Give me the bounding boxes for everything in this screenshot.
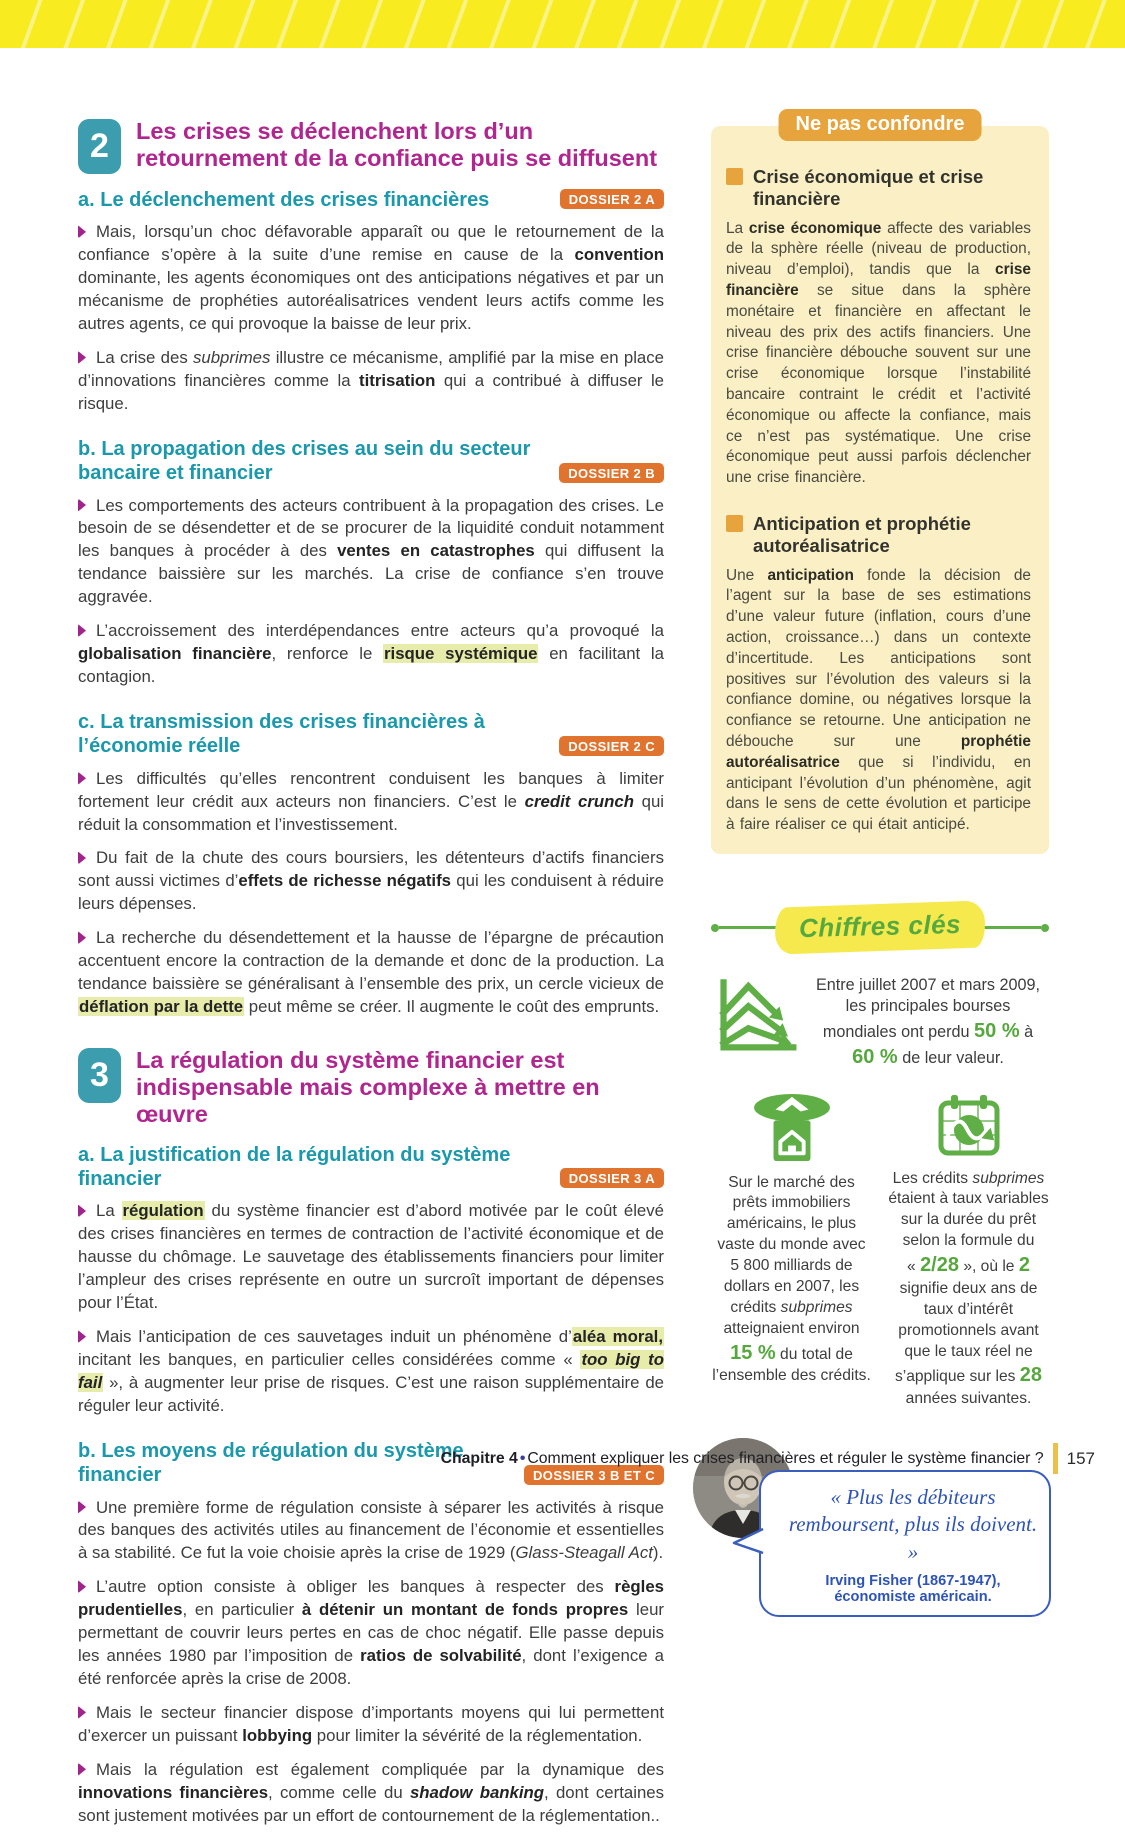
stat-subprime-share bbox=[711, 1093, 872, 1411]
chiffres-cles-title: Chiffres clés bbox=[798, 908, 962, 944]
subsection-2c bbox=[78, 710, 664, 1019]
subsection-3b bbox=[78, 1439, 664, 1828]
page-footer bbox=[441, 1443, 1095, 1474]
paragraph: Les comportements des acteurs contribuent à la propagation des crises. Le besoin de se désendetter et de se procurer de la liquidité conduit notamment les banques à procéder à des ventes en catastrophes qui diffusent la tendance baissière sur les marchés. La crise de confiance s’en trouve aggravée. bbox=[78, 495, 664, 607]
box-header: Ne pas confondre bbox=[779, 109, 982, 141]
dossier-badge: DOSSIER 2 C bbox=[559, 736, 664, 756]
bullet-icon bbox=[78, 624, 86, 637]
paragraph: Mais la régulation est également compliquée par la dynamique des innovations financières, comme celle du shadow banking, dont certaines sont justement motivées par un effort de contournement de la réglementation.. bbox=[78, 1759, 664, 1825]
speech-bubble bbox=[759, 1470, 1051, 1617]
paragraph: La recherche du désendettement et la hausse de l’épargne de précaution accentuent encore la contraction de la demande et donc de la production. La tendance baissière se généralisant à l’ensemble des prix, un cercle vicieux de déflation par la dette peut même se créer. Il augmente le coût des emprunts. bbox=[78, 928, 664, 1016]
paragraph: Du fait de la chute des cours boursiers, les détenteurs d’actifs financiers sont aussi victimes d’effets de richesse négatifs qui les conduisent à réduire leurs dépenses. bbox=[78, 848, 664, 914]
page-number: 157 bbox=[1066, 1448, 1095, 1468]
section-2-header bbox=[78, 116, 664, 174]
subsection-title: b. Les moyens de régulation du système financier bbox=[78, 1439, 464, 1487]
stat-228-formula bbox=[888, 1093, 1049, 1411]
section-number-badge: 3 bbox=[78, 1048, 121, 1103]
section-3-header bbox=[78, 1045, 664, 1129]
paragraph: La régulation du système financier est d’abord motivée par le coût élevé des crises financières en termes de contraction de l’activité économique et de hausse du chômage. Le sauvetage des établissements financiers pour limiter l’ampleur des crises représente en outre un surcroît important de dépenses pour l’État. bbox=[78, 1201, 664, 1313]
bullet-icon bbox=[78, 1706, 86, 1719]
subsection-title: a. Le déclenchement des crises financières bbox=[78, 189, 490, 211]
dossier-badge: DOSSIER 3 A bbox=[560, 1168, 664, 1188]
paragraph: Les difficultés qu’elles rencontrent conduisent les banques à limiter fortement leur crédit aux acteurs non financiers. C’est le credit crunch qui réduit la consommation et l’investissement. bbox=[78, 768, 664, 834]
dot-icon bbox=[1041, 924, 1049, 932]
ne-pas-confondre-box bbox=[711, 113, 1049, 854]
section-title: Les crises se déclenchent lors d’un retournement de la confiance puis se diffusent bbox=[136, 118, 658, 172]
paragraph: L’accroissement des interdépendances entre acteurs qu’a provoqué la globalisation financière, renforce le risque systémique en facilitant la contagion. bbox=[78, 621, 664, 686]
stat-text: Les crédits subprimes étaient à taux variables sur la durée du prêt selon la formule du « 2/28 », où le 2 signifie deux ans de taux d’intérêt promotionnels avant que le taux réel ne s’applique sur les 28 années suivantes. bbox=[888, 1169, 1049, 1408]
paragraph: L’autre option consiste à obliger les banques à respecter des règles prudentielles, en particulier à détenir un montant de fonds propres leur permettant de couvrir leurs pertes en cas de choc négatif. Elle passe depuis les années 1980 par l’imposition de ratios de solvabilité, dont l’exigence a été renforcée après la crise de 2008. bbox=[78, 1577, 664, 1688]
variable-rate-calendar-icon bbox=[936, 1093, 1002, 1159]
quote-text: « Plus les débiteurs remboursent, plus ils doivent. » bbox=[788, 1485, 1038, 1564]
section-title: La régulation du système financier est indispensable mais complexe à mettre en œuvre bbox=[136, 1046, 600, 1128]
definition-title: Anticipation et prophétie autoréalisatrice bbox=[753, 513, 971, 556]
subsection-2b bbox=[78, 437, 664, 689]
chiffres-cles-banner bbox=[711, 904, 1049, 951]
dot-icon bbox=[711, 924, 719, 932]
bullet-icon bbox=[78, 1763, 86, 1776]
footer-accent-bar bbox=[1053, 1443, 1058, 1474]
speech-bubble-tail bbox=[732, 1528, 764, 1558]
definition-item bbox=[726, 166, 1031, 489]
bullet-icon bbox=[78, 351, 86, 364]
bullet-icon bbox=[78, 851, 86, 864]
yellow-ribbon bbox=[774, 900, 986, 954]
definition-text: La crise économique affecte des variables de la sphère réelle (niveau de production, niveau d’emploi), tandis que la crise financière se situe dans la sphère monétaire et financière en affectant le niveau des prix des actifs financiers. Une crise financière débouche souvent sur une crise économique lorsque l’instabilité bancaire contraint le crédit et l’activité économique ou affecte la confiance, mais ce n’est pas systématique. Une crise économique peut aussi parfois déclencher une crise financière. bbox=[726, 219, 1031, 487]
subsection-title: a. La justification de la régulation du système financier bbox=[78, 1143, 511, 1191]
sidebar bbox=[711, 108, 1049, 1606]
bullet-icon bbox=[78, 1580, 86, 1593]
square-bullet-icon bbox=[726, 168, 743, 185]
line-decoration bbox=[719, 926, 779, 929]
definition-title: Crise économique et crise financière bbox=[753, 166, 984, 209]
subsection-3a bbox=[78, 1143, 664, 1418]
main-column bbox=[78, 108, 664, 1839]
bullet-icon bbox=[78, 1501, 86, 1514]
subsection-2a bbox=[78, 188, 664, 416]
quote-attribution: Irving Fisher (1867-1947), économiste américain. bbox=[825, 1573, 1001, 1606]
definition-item bbox=[726, 513, 1031, 836]
paragraph: Mais, lorsqu’un choc défavorable apparaît ou que le retournement de la confiance s’opère à la suite d’une remise en cause de la convention dominante, les agents économiques ont des anticipations négatives et par un mécanisme de prophéties autoréalisatrices vendent leurs actifs comme les autres agents, ce qui provoque la baisse de leur prix. bbox=[78, 222, 664, 334]
definition-text: Une anticipation fonde la décision de l’agent sur la base de ses estimations d’une valeur future (inflation, cours d’une action, croissance…) dans un contexte d’incertitude. Les anticipations sont positives sur l’évolution des valeurs si la confiance domine, ou négatives lorsque la confiance se retourne. Une anticipation ne débouche sur une prophétie autoréalisatrice que si l’individu, en anticipant l’évolution d’un phénomène, agit dans le sens de cette évolution et participe à faire réaliser ce qui était anticipé. bbox=[726, 566, 1031, 834]
stat-text: Entre juillet 2007 et mars 2009, les principales bourses mondiales ont perdu 50 % à 60 % de leur valeur. bbox=[815, 976, 1041, 1069]
paragraph: Mais le secteur financier dispose d’importants moyens qui lui permettent d’exercer un puissant lobbying pour limiter la sévérité de la réglementation. bbox=[78, 1702, 664, 1745]
chiffres-cles-section bbox=[711, 904, 1049, 1410]
dossier-badge: DOSSIER 2 B bbox=[559, 463, 664, 483]
line-decoration bbox=[981, 926, 1041, 929]
bullet-icon bbox=[78, 931, 86, 944]
paragraph: La crise des subprimes illustre ce mécanisme, amplifié par la mise en place d’innovations financières comme la titrisation qui a contribué à diffuser le risque. bbox=[78, 348, 665, 413]
bullet-icon bbox=[78, 1204, 86, 1217]
bullet-icon bbox=[78, 772, 86, 785]
square-bullet-icon bbox=[726, 515, 743, 532]
footer-chapter-title: Chapitre 4 • Comment expliquer les crises financières et réguler le système financier ? bbox=[440, 1449, 1044, 1467]
section-number-badge: 2 bbox=[78, 119, 121, 174]
stat-stock-losses bbox=[711, 967, 1049, 1071]
subsection-title: b. La propagation des crises au sein du secteur bancaire et financier bbox=[78, 437, 531, 485]
paragraph: Une première forme de régulation consiste à séparer les activités à risque des banques des activités utiles au financement de l’économie et essentielles à sa stabilité. Ce fut la voie choisie après la crise de 1929 (Glass-Steagall Act). bbox=[78, 1497, 664, 1563]
stat-text: Sur le marché des prêts immobiliers américains, le plus vaste du monde avec 5 800 milliards de dollars en 2007, les crédits subprimes atteignaient environ 15 % du total de l’ensemble des crédits. bbox=[712, 1173, 871, 1385]
paragraph: Mais l’anticipation de ces sauvetages induit un phénomène d’aléa moral, incitant les banques, en particulier celles considérées comme « too big to fail », à augmenter leur prise de risques. C’est une raison supplémentaire de réguler leur activité. bbox=[78, 1327, 664, 1415]
bullet-icon bbox=[78, 225, 86, 238]
falling-market-chart-icon bbox=[711, 967, 803, 1055]
housing-market-icon bbox=[749, 1093, 835, 1163]
dossier-badge: DOSSIER 2 A bbox=[560, 189, 664, 209]
striped-banner bbox=[0, 0, 1125, 48]
bullet-icon bbox=[78, 1330, 86, 1343]
bullet-icon bbox=[78, 499, 86, 512]
subsection-title: c. La transmission des crises financières à l’économie réelle bbox=[78, 710, 485, 758]
dossier-badge: DOSSIER 3 B ET C bbox=[524, 1465, 664, 1485]
